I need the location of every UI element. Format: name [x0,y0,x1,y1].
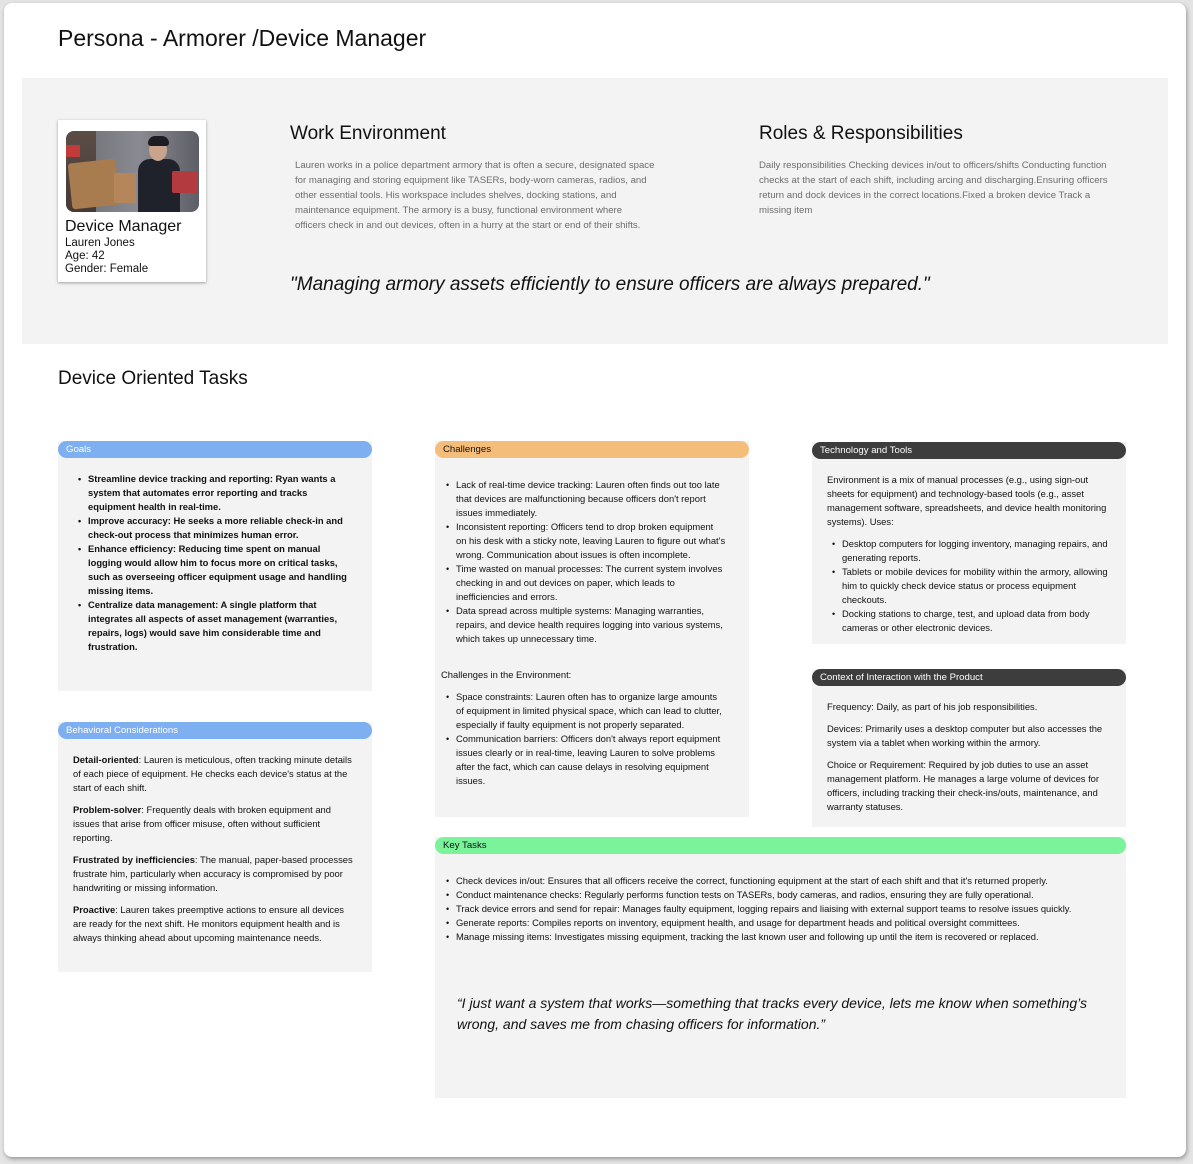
list-item: • Inconsistent reporting: Officers tend to drop broken equipment on his desk with a sticky note, leaving Lauren to figure out what's wrong. Communication about issues is often incomplete. [446,520,726,562]
officer-photo-icon [66,131,199,212]
context-choice: Choice or Requirement: Required by job duties to use an asset management platform. He manages a large volume of devices for officers, including tracking their check-ins/outs, maintenance, and warranty statuses. [827,759,1100,812]
context-devices: Devices: Primarily uses a desktop computer but also accesses the system via a tablet when working within the armory. [827,723,1103,748]
challenges-list [446,478,726,646]
context-card [812,669,1126,827]
challenges-card [435,441,749,817]
list-item: • Data spread across multiple systems: Managing warranties, repairs, and device health requires logging into various systems, which takes up unnecessary time. [446,604,726,646]
behavioral-card [58,722,372,972]
list-item: • Generate reports: Compiles reports on inventory, equipment health, and usage for department heads and political oversight committees. [446,916,1106,930]
tasks-heading: Device Oriented Tasks [58,368,248,389]
list-item: Detail-oriented: Lauren is meticulous, often tracking minute details of each piece of equipment. He checks each device's status at the start of each shift. [73,754,352,793]
list-item: Frustrated by inefficiencies: The manual, paper-based processes frustrate him, particularly when accuracy is compromised by poor handwriting or missing information. [73,854,353,893]
list-item: • Enhance efficiency: Reducing time spent on manual logging would allow him to focus more on critical tasks, such as overseeing officer equipment usage and handling missing items. [78,542,350,598]
technology-label: Technology and Tools [812,442,1126,459]
context-text [827,700,1112,814]
profile-age: Age: 42 [65,250,105,262]
list-item: • Communication barriers: Officers don't always report equipment issues clearly or in real-time, leaving Lauren to solve problems after the fact, which can cause delays in resolving equipment issues. [446,732,726,788]
challenges-label: Challenges [435,441,749,458]
technology-intro: Environment is a mix of manual processes (e.g., using sign-out sheets for equipment) and technology-based tools (e.g., asset management software, spreadsheets, and device health monitoring systems). Uses: [827,474,1107,527]
goals-list [78,472,350,654]
key-tasks-label: Key Tasks [435,837,1126,854]
key-tasks-list [446,874,1106,944]
roles-text: Daily responsibilities Checking devices in/out to officers/shifts Conducting function checks at the start of each shift, including arcing and discharging.Ensuring officers return and dock devices in the correct locations.Fixed a broken device Track a missing item [759,160,1108,216]
behavioral-list [73,753,355,953]
goals-card [58,441,372,691]
list-item: • Streamline device tracking and reporting: Ryan wants a system that automates error reporting and tracks equipment health in real-time. [78,472,350,514]
list-item: Proactive: Lauren takes preemptive actions to ensure all devices are ready for the next shift. He monitors equipment health and is always thinking ahead about upcoming maintenance needs. [73,904,344,943]
context-label: Context of Interaction with the Product [812,669,1126,686]
list-item: • Track device errors and send for repair: Manages faulty equipment, logging repairs and liaising with external support teams to resolve issues quickly. [446,902,1106,916]
key-tasks-quote: “I just want a system that works—something that tracks every device, lets me know when something’s wrong, and saves me from chasing officers for information.” [457,995,1087,1032]
list-item: • Conduct maintenance checks: Regularly performs function tests on TASERs, body cameras, and radios, ensuring they are fully operational. [446,888,1106,902]
profile-role: Device Manager [65,218,182,235]
roles-heading: Roles & Responsibilities [759,123,963,144]
behavioral-label: Behavioral Considerations [58,722,372,739]
technology-list [832,537,1114,635]
list-item: • Time wasted on manual processes: The current system involves checking in and out devices on paper, which leads to inefficiencies and errors. [446,562,726,604]
list-item: • Lack of real-time device tracking: Lauren often finds out too late that devices are malfunctioning because officers don't report issues immediately. [446,478,726,520]
list-item: • Docking stations to charge, test, and upload data from body cameras or other electronic devices. [832,607,1114,635]
list-item: • Check devices in/out: Ensures that all officers receive the correct, functioning equipment at the start of each shift and that it's returned properly. [446,874,1106,888]
persona-quote: "Managing armory assets efficiently to ensure officers are always prepared." [290,274,930,295]
technology-card [812,442,1126,644]
page-title: Persona - Armorer /Device Manager [58,25,427,51]
challenges-env-heading: Challenges in the Environment: [441,669,572,680]
key-tasks-card [435,837,1126,1098]
profile-card [58,120,206,282]
work-environment-text: Lauren works in a police department armory that is often a secure, designated space for managing and storing equipment like TASERs, body-worn cameras, radios, and other essential tools. His workspace includes shelves, docking stations, and maintenance equipment. The armory is a busy, functional environment where officers check in and out devices, often in a hurry at the start or end of their shifts. [295,160,655,231]
goals-label: Goals [58,441,372,458]
list-item: • Centralize data management: A single platform that integrates all aspects of asset management (warranties, repairs, logs) would save him considerable time and frustration. [78,598,350,654]
profile-name: Lauren Jones [65,237,135,249]
list-item: • Manage missing items: Investigates missing equipment, tracking the last known user and following up until the item is recovered or replaced. [446,930,1106,944]
list-item: • Desktop computers for logging inventory, managing repairs, and generating reports. [832,537,1114,565]
list-item: Problem-solver: Frequently deals with broken equipment and issues that arise from officer misuse, often without sufficient reporting. [73,804,331,843]
work-environment-heading: Work Environment [290,123,446,144]
list-item: • Tablets or mobile devices for mobility within the armory, allowing him to quickly check device status or process equipment checkouts. [832,565,1114,607]
context-frequency: Frequency: Daily, as part of his job responsibilities. [827,701,1038,712]
profile-gender: Gender: Female [65,263,149,275]
list-item: • Space constraints: Lauren often has to organize large amounts of equipment in limited physical space, which can lead to clutter, especially if faulty equipment is not properly separated. [446,690,726,732]
list-item: • Improve accuracy: He seeks a more reliable check-in and check-out process that minimizes human error. [78,514,350,542]
challenges-env-list [446,690,726,788]
